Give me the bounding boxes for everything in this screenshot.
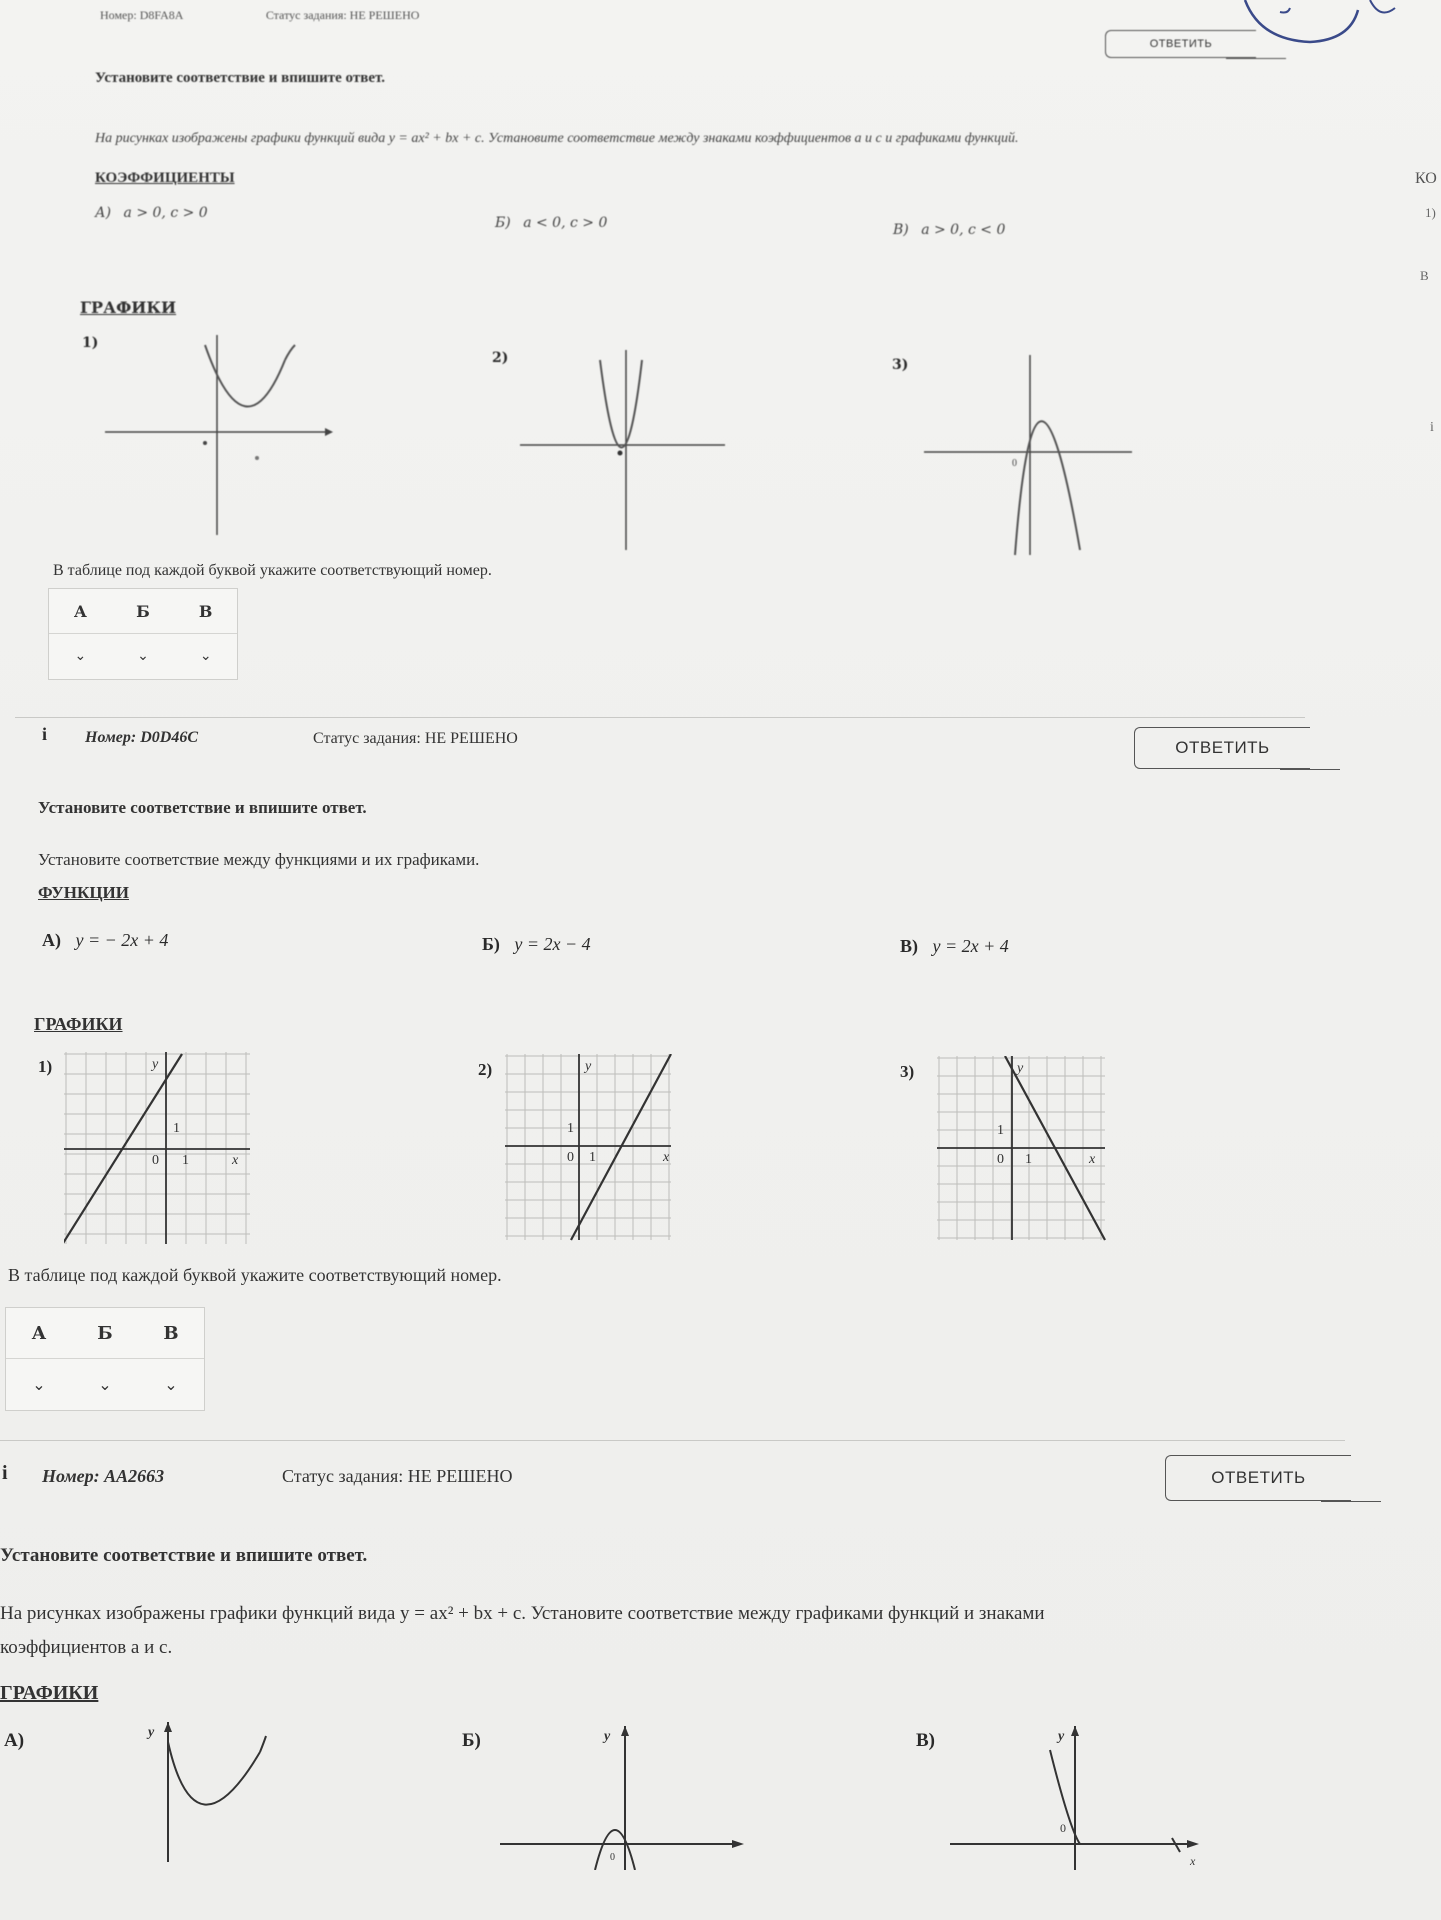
task1-graph-3-zero: 0 (1012, 458, 1017, 469)
task3-graphs-heading: ГРАФИКИ (0, 1682, 99, 1704)
task2-graph-1-ylabel: y (152, 1057, 159, 1072)
task1-answer-button[interactable]: ОТВЕТИТЬ (1105, 30, 1256, 58)
task1-graph-2-label: 2) (492, 350, 509, 366)
task2-graph-2-zero: 0 (567, 1150, 574, 1165)
task2-graph-2-xlabel: x (663, 1150, 670, 1165)
task3-graph-b-zero: 0 (610, 1852, 615, 1863)
task3-graph-c-xlabel: x (1190, 1854, 1196, 1868)
task3-graph-c-ylabel: y (1058, 1729, 1065, 1744)
task2-graphs-heading: ГРАФИКИ (34, 1014, 123, 1034)
task1-coef-heading: КОЭФФИЦИЕНТЫ (95, 170, 235, 186)
task1-option-a: А) a > 0, c > 0 (95, 205, 208, 221)
task2-graph-3-one-y: 1 (997, 1123, 1004, 1138)
task1-graph-3 (920, 350, 1140, 560)
task2-select-c[interactable]: ⌄ (164, 1374, 178, 1394)
task1-question: На рисунках изображены графики функций вида y = ax² + bx + c. Установите соответствие между знаками коэффициентов a и c и графиками функций. (95, 131, 1019, 146)
task1-answer-table (48, 588, 238, 680)
task3-answer-button[interactable]: ОТВЕТИТЬ (1165, 1455, 1351, 1501)
task3-graph-b (500, 1720, 750, 1870)
task2-graph-3-ylabel: y (1017, 1061, 1024, 1076)
task2-option-b: Б) y = 2x − 4 (482, 934, 591, 954)
task3-info-icon: i (2, 1462, 8, 1484)
task1-select-b[interactable]: ⌄ (137, 648, 149, 664)
task2-graph-3-zero: 0 (997, 1152, 1004, 1167)
task2-status: Статус задания: НЕ РЕШЕНО (313, 730, 518, 747)
task2-graph-1-xlabel: x (232, 1153, 239, 1168)
task3-graph-c-zero: 0 (1060, 1821, 1066, 1835)
scribble-decoration (1240, 0, 1440, 50)
task3-graph-a-label: А) (4, 1730, 25, 1751)
task1-option-b: Б) a < 0, c > 0 (495, 215, 608, 231)
task2-table-prompt: В таблице под каждой буквой укажите соответствующий номер. (8, 1265, 502, 1285)
task3-graph-a-ylabel: y (148, 1725, 155, 1740)
task3-question-line1: На рисунках изображены графики функций вида y = ax² + bx + c. Установите соответствие между графиками функций и знаками (0, 1603, 1045, 1624)
task2-answer-button[interactable]: ОТВЕТИТЬ (1134, 727, 1310, 769)
task1-col-b: Б (136, 601, 150, 621)
task2-question: Установите соответствие между функциями и их графиками. (38, 850, 480, 869)
task2-select-a[interactable]: ⌄ (32, 1374, 46, 1394)
task2-graph-3-label: 3) (900, 1062, 915, 1081)
task1-graph-3-label: 3) (892, 357, 909, 373)
task2-graph-1-label: 1) (38, 1057, 53, 1076)
task1-col-a: А (73, 601, 87, 621)
task2-col-a: А (31, 1322, 47, 1344)
task3-instruction: Установите соответствие и впишите ответ. (0, 1545, 368, 1566)
task2-answer-table (5, 1307, 205, 1411)
task2-instruction: Установите соответствие и впишите ответ. (38, 798, 367, 817)
task2-graph-2 (505, 1054, 675, 1244)
task3-graph-a (140, 1722, 290, 1862)
task3-graph-c (950, 1720, 1210, 1870)
task1-table-prompt: В таблице под каждой буквой укажите соответствующий номер. (53, 562, 492, 579)
task3-question-line2: коэффициентов a и c. (0, 1637, 173, 1658)
task2-graph-1-zero: 0 (152, 1153, 159, 1168)
task2-func-heading: ФУНКЦИИ (38, 883, 130, 902)
task3-graph-c-label: В) (916, 1730, 935, 1751)
task2-graph-1-one-y: 1 (173, 1121, 180, 1136)
task3-number: Номер: AA2663 (42, 1466, 165, 1486)
task1-select-c[interactable]: ⌄ (199, 648, 212, 664)
task1-graph-1 (105, 330, 335, 540)
task1-instruction: Установите соответствие и впишите ответ. (95, 70, 385, 86)
task2-graph-2-label: 2) (478, 1060, 493, 1079)
task2-graph-1 (64, 1052, 254, 1248)
task2-info-icon: i (42, 724, 48, 744)
task1-option-c: В) a > 0, c < 0 (893, 222, 1006, 238)
task2-graph-2-ylabel: y (585, 1059, 592, 1074)
task2-graph-3-one-x: 1 (1025, 1152, 1032, 1167)
task1-header (100, 8, 419, 23)
task2-col-c: В (163, 1322, 179, 1344)
task1-graph-2 (520, 345, 730, 555)
task3-graph-b-label: Б) (462, 1730, 481, 1751)
task2-select-b[interactable]: ⌄ (98, 1374, 112, 1394)
task1-col-c: В (198, 601, 213, 621)
task1-select-a[interactable]: ⌄ (74, 648, 87, 664)
task2-graph-3-xlabel: x (1089, 1152, 1096, 1167)
task1-graph-1-label: 1) (82, 335, 99, 351)
task2-option-c: В) y = 2x + 4 (900, 936, 1009, 956)
task3-status: Статус задания: НЕ РЕШЕНО (282, 1466, 513, 1486)
task2-graph-3 (937, 1056, 1109, 1242)
task2-graph-1-one-x: 1 (182, 1153, 189, 1168)
divider-2 (0, 1440, 1345, 1441)
task1-graphs-heading: ГРАФИКИ (80, 298, 177, 317)
task2-graph-2-one-y: 1 (567, 1121, 574, 1136)
task2-graph-2-one-x: 1 (589, 1150, 596, 1165)
task2-col-b: Б (97, 1322, 113, 1344)
edge-fragment-low: В (1420, 268, 1429, 283)
edge-fragment-mid: 1) (1425, 205, 1436, 220)
task1-status: Статус задания: НЕ РЕШЕНО (265, 8, 420, 22)
task1-number: Номер: D8FA8A (100, 8, 183, 22)
edge-fragment-top: КО (1415, 170, 1437, 187)
divider-1 (15, 717, 1305, 718)
task2-option-a: А) y = − 2x + 4 (42, 930, 169, 950)
task3-graph-b-ylabel: y (604, 1729, 611, 1744)
task2-number: Номер: D0D46C (85, 729, 199, 746)
edge-fragment-lower: i (1430, 420, 1434, 435)
